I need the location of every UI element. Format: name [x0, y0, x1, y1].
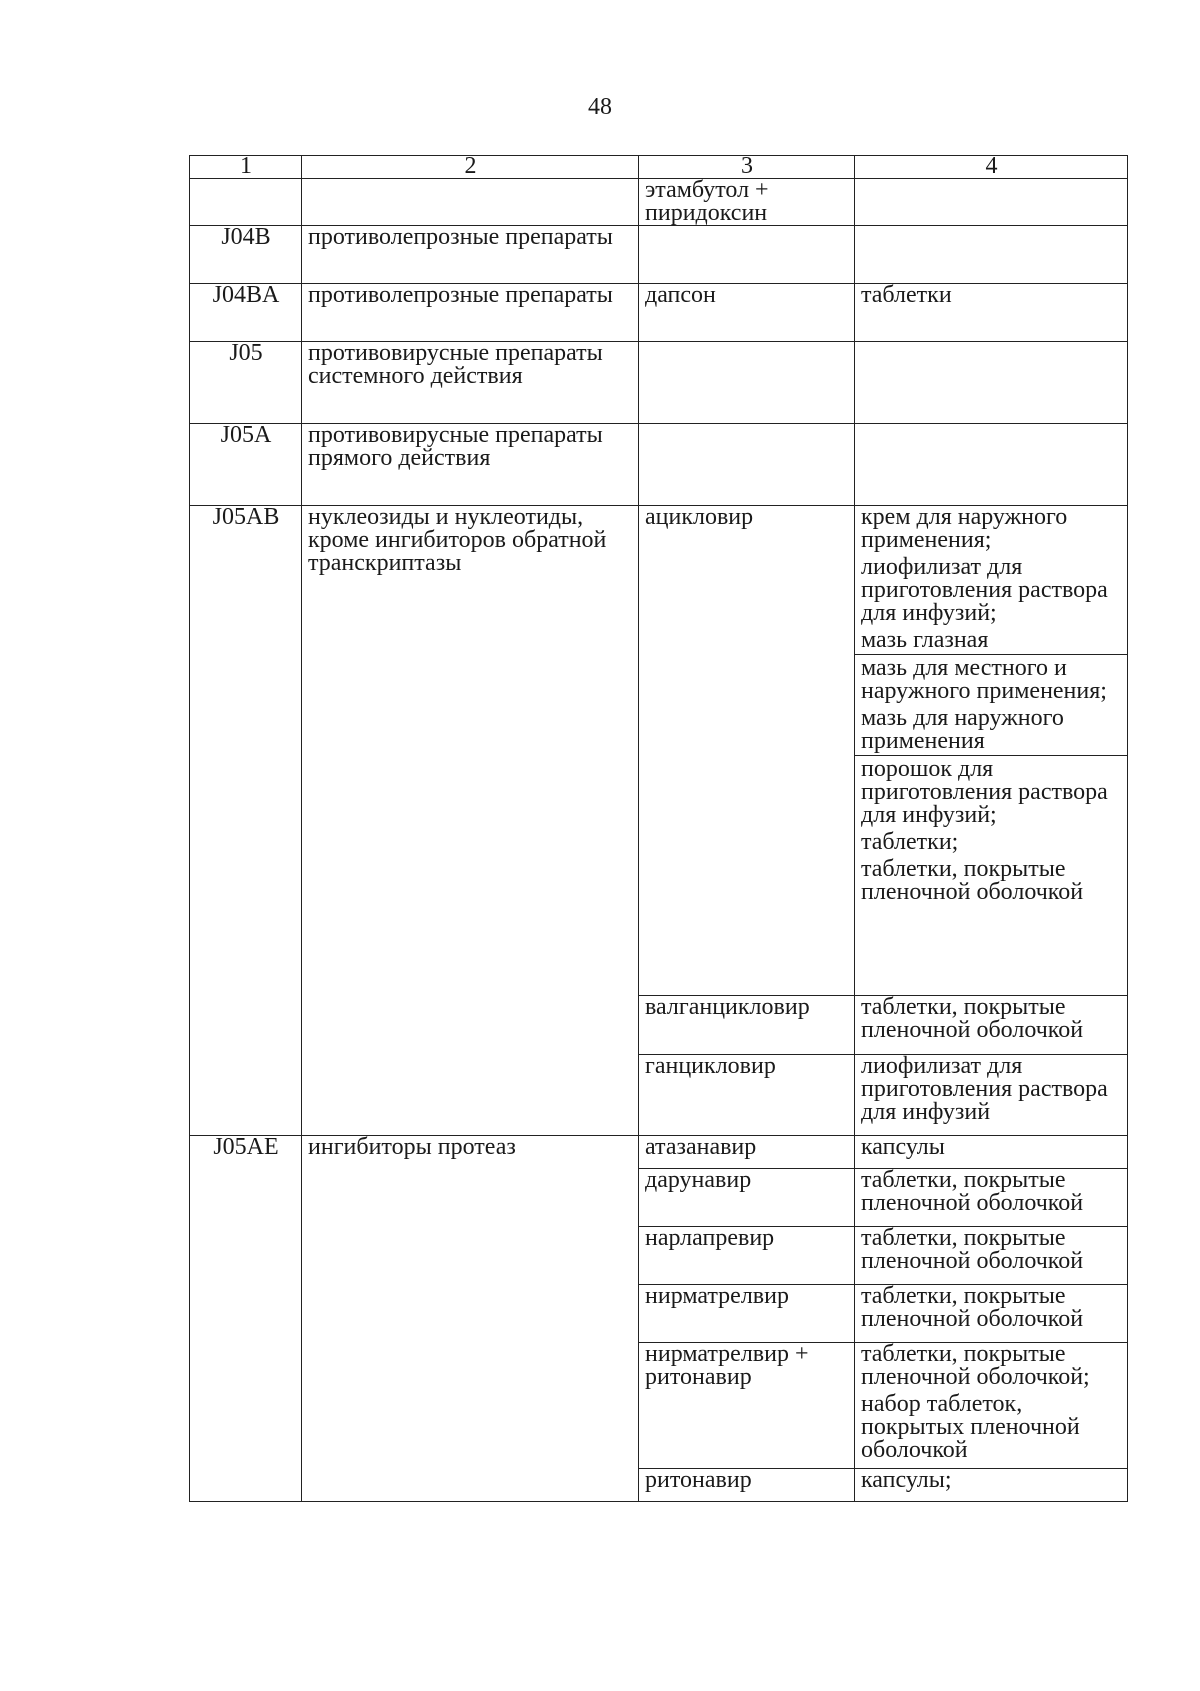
dosage-form: таблетки, покрытые пленочной оболочкой: [861, 994, 1084, 1043]
dosage-form-cell: [855, 226, 1128, 284]
dosage-form: капсулы;: [861, 1467, 952, 1493]
dosage-form: таблетки, покрытые пленочной оболочкой: [861, 1167, 1084, 1216]
dosage-form-cell: [855, 1055, 1128, 1136]
dosage-form-cell: [855, 1136, 1128, 1169]
dosage-form: таблетки, покрытые пленочной оболочкой;: [861, 1341, 1090, 1390]
drug-name-cell: нирматрелвир + ритонавир: [639, 1343, 855, 1469]
drug-name-cell: атазанавир: [639, 1136, 855, 1169]
dosage-form: таблетки;: [861, 829, 959, 855]
atc-code-cell: [190, 179, 302, 226]
dosage-form: мазь глазная: [861, 627, 989, 653]
dosage-form-cell: [855, 1169, 1128, 1227]
dosage-form-cell: [855, 506, 1128, 996]
column-header-3: 3: [639, 156, 855, 179]
drug-name-cell: дарунавир: [639, 1169, 855, 1227]
dosage-form: лиофилизат для приготовления раствора для инфузий: [861, 1053, 1108, 1125]
dosage-form-cell: [855, 1469, 1128, 1502]
dosage-form-cell: [855, 1343, 1128, 1469]
drug-name-cell: [639, 226, 855, 284]
dosage-form: мазь для местного и наружного применения;: [861, 655, 1107, 704]
group-name-cell: нуклеозиды и нуклеотиды, кроме ингибиторов обратной транскриптазы: [302, 506, 639, 1136]
atc-code-cell: J05: [190, 342, 302, 424]
dosage-form: капсулы: [861, 1134, 945, 1160]
dosage-form-cell: [855, 179, 1128, 226]
table-row: [190, 424, 1128, 506]
drug-name-cell: [639, 424, 855, 506]
drug-name-cell: ритонавир: [639, 1469, 855, 1502]
group-name-cell: [302, 179, 639, 226]
table-header-row: [190, 156, 1128, 179]
group-name-cell: противолепрозные препараты: [302, 226, 639, 284]
atc-code-cell: J04BA: [190, 284, 302, 342]
atc-code-cell: J05A: [190, 424, 302, 506]
atc-code-cell: J05AE: [190, 1136, 302, 1502]
table-row: [190, 342, 1128, 424]
dosage-form: таблетки, покрытые пленочной оболочкой: [861, 856, 1084, 905]
column-header-4: 4: [855, 156, 1128, 179]
dosage-form-cell: [855, 1285, 1128, 1343]
dosage-form-cell: [855, 424, 1128, 506]
group-name-cell: противолепрозные препараты: [302, 284, 639, 342]
drug-name-cell: нарлапревир: [639, 1227, 855, 1285]
table-row: [190, 1136, 1128, 1169]
drug-list-table: [189, 155, 1128, 1502]
drug-name-cell: этамбутол + пиридоксин: [639, 179, 855, 226]
dosage-form: таблетки, покрытые пленочной оболочкой: [861, 1283, 1084, 1332]
dosage-form-cell: [855, 996, 1128, 1055]
atc-code-cell: J05AB: [190, 506, 302, 1136]
atc-code-cell: J04B: [190, 226, 302, 284]
drug-name-cell: валганцикловир: [639, 996, 855, 1055]
dosage-form-cell: [855, 342, 1128, 424]
drug-name-cell: ацикловир: [639, 506, 855, 996]
dosage-form: таблетки, покрытые пленочной оболочкой: [861, 1225, 1084, 1274]
drug-name-cell: ганцикловир: [639, 1055, 855, 1136]
dosage-form: порошок для приготовления раствора для инфузий;: [861, 756, 1108, 828]
drug-name-cell: нирматрелвир: [639, 1285, 855, 1343]
page-number: 48: [588, 94, 612, 120]
group-name-cell: ингибиторы протеаз: [302, 1136, 639, 1502]
dosage-form: мазь для наружного применения: [861, 705, 1064, 754]
table-row: [190, 179, 1128, 226]
drug-name-cell: дапсон: [639, 284, 855, 342]
table-row: [190, 284, 1128, 342]
group-name-cell: противовирусные препараты прямого действия: [302, 424, 639, 506]
dosage-form: набор таблеток, покрытых пленочной оболочкой: [861, 1391, 1080, 1463]
dosage-form-cell: [855, 1227, 1128, 1285]
drug-name-cell: [639, 342, 855, 424]
table-row: [190, 506, 1128, 996]
group-name-cell: противовирусные препараты системного действия: [302, 342, 639, 424]
table-row: [190, 226, 1128, 284]
dosage-form: лиофилизат для приготовления раствора для инфузий;: [861, 554, 1108, 626]
dosage-form-cell: таблетки: [855, 284, 1128, 342]
column-header-1: 1: [190, 156, 302, 179]
column-header-2: 2: [302, 156, 639, 179]
dosage-form: крем для наружного применения;: [861, 504, 1068, 553]
